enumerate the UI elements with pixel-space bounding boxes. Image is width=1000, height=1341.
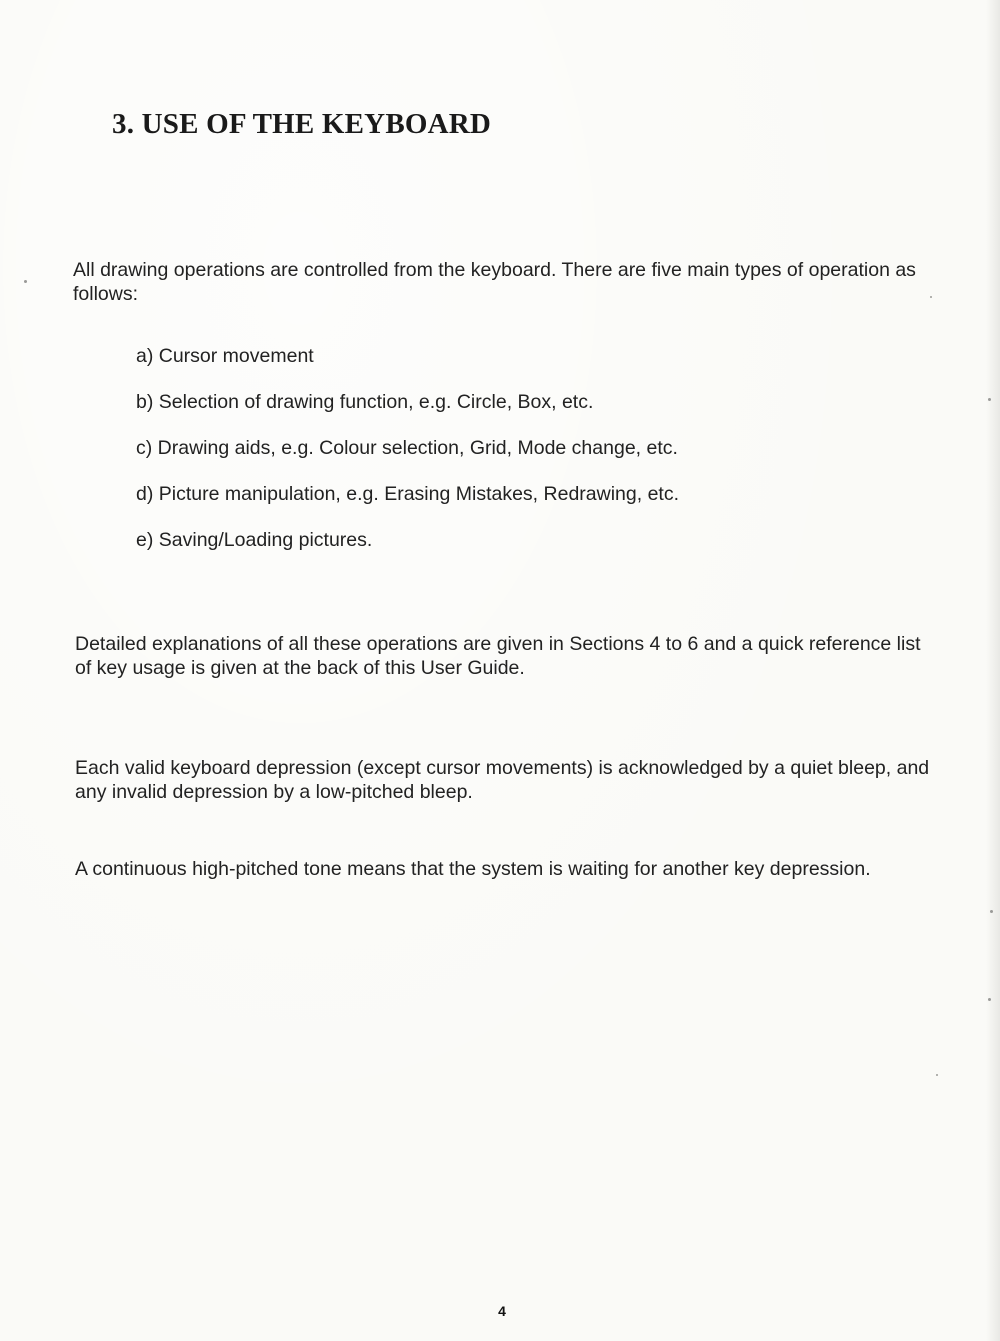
paper-speck: [988, 398, 991, 401]
paper-speck: [930, 296, 932, 298]
tone-paragraph: A continuous high-pitched tone means that the system is waiting for another key depression.: [75, 858, 871, 880]
section-heading: 3. USE OF THE KEYBOARD: [112, 108, 492, 140]
bleep-paragraph: Each valid keyboard depression (except cursor movements) is acknowledged by a quiet bleep, and any invalid depression by a low-pitched bleep.: [75, 757, 930, 803]
operation-item: c) Drawing aids, e.g. Colour selection, Grid, Mode change, etc.: [136, 437, 678, 459]
page-edge-shadow: [986, 0, 1000, 1341]
paper-speck: [990, 910, 993, 913]
operation-item: e) Saving/Loading pictures.: [136, 529, 373, 551]
detail-paragraph: Detailed explanations of all these operations are given in Sections 4 to 6 and a quick reference list of key usage is given at the back of this User Guide.: [75, 633, 921, 679]
paper-speck: [24, 280, 27, 283]
operation-item: b) Selection of drawing function, e.g. Circle, Box, etc.: [136, 391, 594, 413]
paper-speck: [936, 1074, 938, 1076]
operation-item: a) Cursor movement: [136, 345, 314, 367]
page-number: 4: [498, 1303, 506, 1319]
operations-list: [136, 344, 679, 574]
operation-item: d) Picture manipulation, e.g. Erasing Mistakes, Redrawing, etc.: [136, 483, 680, 505]
intro-paragraph: All drawing operations are controlled from the keyboard. There are five main types of operation as follows:: [73, 259, 916, 305]
paper-speck: [988, 998, 991, 1001]
